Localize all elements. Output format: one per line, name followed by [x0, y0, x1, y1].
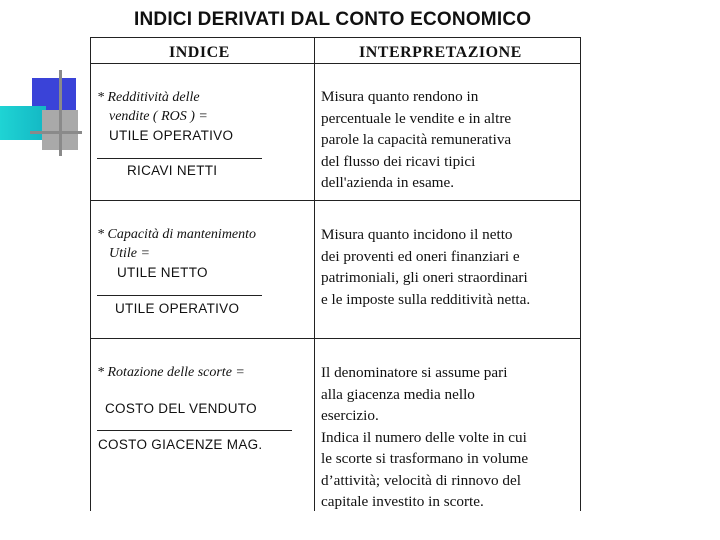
interpretation-line: dei proventi ed oneri finanziari e [321, 247, 520, 265]
interpretation-line: e le imposte sulla redditività netta. [321, 290, 531, 308]
fraction-line [97, 295, 262, 296]
row-divider [91, 63, 580, 64]
row-2-interpretation [321, 224, 581, 310]
interpretation-line: percentuale le vendite e in altre [321, 109, 512, 127]
decorative-vertical-line [59, 70, 62, 156]
interpretation-line: Indica il numero delle volte in cui [321, 428, 527, 446]
index-name-line: * Capacità di mantenimento [97, 227, 257, 242]
fraction-line [97, 158, 262, 159]
row-2-index-cell [97, 225, 256, 282]
header-indice: INDICE [169, 44, 230, 61]
interpretation-line: patrimoniali, gli oneri straordinari [321, 269, 528, 286]
row-divider [91, 338, 580, 339]
interpretation-line: d’attività; velocità di rinnovo del [321, 471, 521, 489]
row-1-index-cell [97, 88, 233, 145]
interpretation-line: dell'azienda in esame. [321, 174, 455, 191]
column-divider [314, 38, 315, 511]
numerator: UTILE NETTO [117, 265, 208, 280]
denominator: COSTO GIACENZE MAG. [98, 437, 263, 452]
row-1-interpretation [321, 86, 581, 194]
decorative-horizontal-line [30, 131, 82, 134]
denominator: UTILE OPERATIVO [115, 301, 240, 316]
index-name-line: * Redditività delle [97, 90, 200, 105]
slide-title: INDICI DERIVATI DAL CONTO ECONOMICO [134, 9, 532, 30]
numerator: UTILE OPERATIVO [109, 128, 234, 143]
fraction-line [97, 430, 292, 431]
interpretation-line: le scorte si trasformano in volume [321, 450, 529, 467]
header-interpretazione: INTERPRETAZIONE [359, 44, 522, 61]
index-name-line: Utile = [109, 246, 150, 261]
interpretation-line: esercizio. [321, 407, 379, 424]
interpretation-line: alla giacenza media nello [321, 385, 475, 403]
indices-table [90, 37, 581, 511]
interpretation-line: del flusso dei ricavi tipici [321, 152, 476, 170]
index-name-line: vendite ( ROS ) = [109, 109, 208, 124]
interpretation-line: capitale investito in scorte. [321, 493, 484, 510]
index-name-line: * Rotazione delle scorte = [97, 365, 245, 380]
interpretation-line: parole la capacità remunerativa [321, 131, 512, 148]
row-3-interpretation [321, 362, 581, 513]
row-divider [91, 200, 580, 201]
decorative-cyan-square [0, 106, 46, 140]
numerator: COSTO DEL VENDUTO [105, 401, 257, 416]
interpretation-line: Il denominatore si assume pari [321, 364, 508, 381]
denominator: RICAVI NETTI [127, 163, 218, 178]
row-3-index-cell [97, 363, 245, 382]
interpretation-line: Misura quanto incidono il netto [321, 226, 513, 243]
interpretation-line: Misura quanto rendono in [321, 88, 479, 105]
